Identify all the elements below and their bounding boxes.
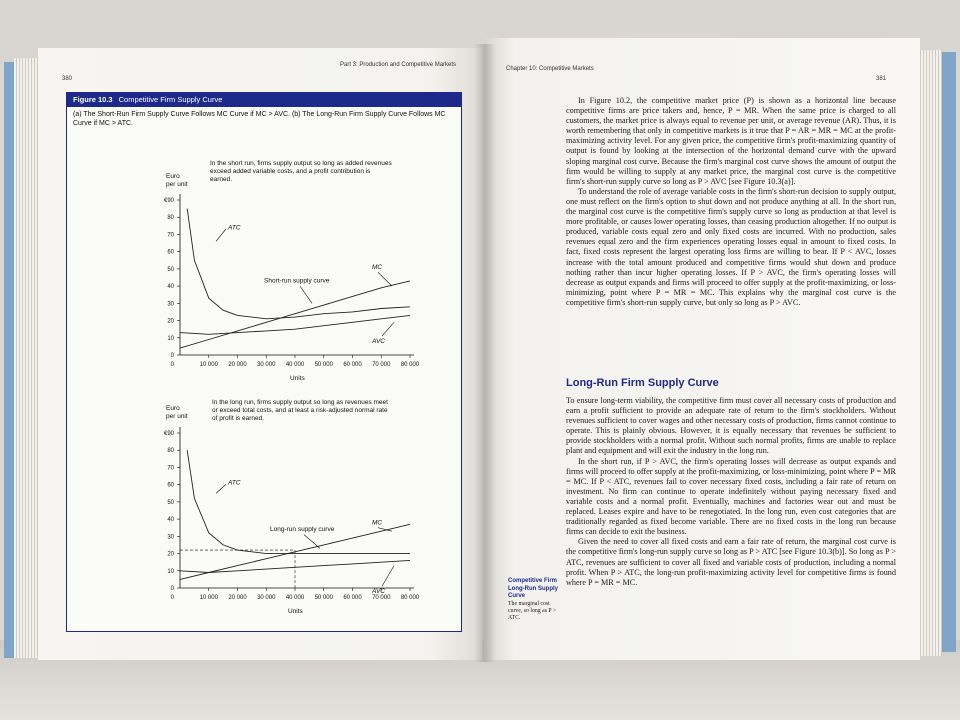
x-origin-label: 0 (170, 362, 174, 368)
y-tick-label: 70 (167, 232, 174, 239)
x-tick-label: 70 000 (372, 362, 391, 368)
y-tick-label: 20 (167, 551, 174, 558)
paragraph-3: To ensure long-term viability, the competitive firm must cover all necessary costs of production and earn a profit sufficient to provide an adequate rate of return to the firm's stockholders. Without revenues sufficient to cover wages and other necessary costs of production, firms cannot continue to operate. This is plainly obvious. However, it is equally necessary that revenues be sufficient to provide stockholders with a normal profit. Without such normal profits, firms are unable to replace plant and equipment and will exit the industry in the long run. (566, 396, 896, 456)
chart-annotation: In the long run, firms supply output so long as revenues meet (212, 399, 388, 406)
figure-caption: (a) The Short-Run Firm Supply Curve Follows MC Curve if MC > AVC. (b) The Long-Run Firm Supply Curve Follows MC Curve if MC > ATC. (73, 111, 446, 127)
y-tick-label: 50 (167, 266, 174, 273)
label-atc-pointer (216, 229, 226, 241)
label-avc-pointer (382, 566, 394, 587)
y-tick-label: €90 (163, 431, 174, 437)
label-avc-pointer (382, 322, 394, 336)
y-tick-label: 60 (167, 249, 174, 256)
label-mc-pointer (378, 272, 392, 286)
x-tick-label: 80 000 (400, 362, 420, 368)
left-page-number: 380 (62, 76, 73, 82)
x-axis-label: Units (288, 608, 303, 615)
paragraph-1: In Figure 10.2, the competitive market price (P) is shown as a horizontal line because competitive firms are price takers and, hence, P = MR. When the same price is charged to all customers, the market price is always equal to revenue per unit, or average revenue (AR). Thus, it is worth remembering that only in competitive markets is it true that P = AR = MR = MC at the profit-maximizing activity level. For any given price, the competitive firm's profit-maximizing quantity of output is found by looking at the intersection of the horizontal demand curve with the upward sloping marginal cost curve. Because the firm's marginal cost curve shows the amount of output the firm would be willing to supply at any market price, the marginal cost curve is the competitive firm's short-run supply curve so long as P > AVC [see Figure 10.3(a)]. (566, 96, 896, 186)
x-tick-label: 40 000 (285, 362, 305, 368)
x-tick-label: 70 000 (372, 595, 391, 601)
right-page-number: 381 (876, 76, 887, 82)
y-axis-label: Euro (166, 405, 180, 412)
x-tick-label: 10 000 (199, 362, 218, 368)
chart-annotation: In the short run, firms supply output so long as added revenues (210, 160, 392, 167)
y-axis-label: per unit (166, 181, 188, 188)
y-axis-label: Euro (166, 173, 180, 180)
x-tick-label: 80 000 (400, 595, 420, 601)
paragraph-4: In the short run, if P > AVC, the firm's operating losses will decrease as output expands and firms will proceed to offer supply at the profit-maximizing, or loss-minimizing, point where P = MR = MC. If P < ATC, revenues fail to cover necessary fixed costs, including a fair rate of return on investment. No firm can continue to operate indefinitely without paying necessary fixed and variable costs and a normal profit. Eventually, machines and factories wear out and must be replaced. Leases expire and have to be renegotiated. In the long run, even cost categories that are traditionally regarded as fixed become variable. There are no fixed costs in the long run because firms can decide to exit the business. (566, 456, 896, 537)
body-text-top (566, 96, 896, 308)
x-tick-label: 30 000 (257, 595, 276, 601)
x-origin-label: 0 (170, 595, 174, 601)
x-tick-label: 40 000 (285, 595, 305, 601)
y-tick-label: 10 (167, 568, 174, 575)
y-tick-label: 80 (167, 448, 174, 455)
chart-annotation: of profit is earned. (212, 415, 265, 422)
label-mc: MC (372, 263, 383, 271)
y-tick-label: 80 (167, 215, 174, 222)
margin-term: Competitive Firm Long-Run Supply Curve (508, 578, 558, 599)
y-tick-label: 10 (167, 335, 174, 342)
x-axis-label: Units (290, 375, 305, 382)
label-supply-pointer (300, 286, 312, 303)
series-atc-line (187, 450, 410, 553)
x-tick-label: 20 000 (228, 362, 247, 368)
right-running-head: Chapter 10: Competitive Markets (506, 66, 594, 72)
chart-annotation: or exceed total costs, and at least a risk-adjusted normal rate (212, 407, 388, 414)
x-tick-label: 30 000 (257, 362, 276, 368)
x-tick-label: 50 000 (314, 595, 333, 601)
x-tick-label: 60 000 (343, 362, 362, 368)
x-tick-label: 10 000 (199, 595, 218, 601)
y-tick-label: 30 (167, 534, 174, 541)
label-mc: MC (372, 519, 383, 527)
label-avc: AVC (372, 337, 386, 345)
x-tick-label: 50 000 (314, 362, 333, 368)
y-tick-label: 30 (167, 301, 174, 308)
y-tick-label: 0 (170, 586, 174, 592)
paragraph-5: Given the need to cover all fixed costs and earn a fair rate of return, the marginal cost curve is the competitive firm's long-run supply curve so long as P > ATC [see Figure 10.3(b)]. So long as P > ATC, revenues are sufficient to cover all fixed and variable costs of production, including a normal profit. When P > ATC, the long-run profit-maximizing activity level for competitive firms is found where P = MR = MC. (566, 537, 896, 587)
y-axis-label: per unit (166, 413, 188, 420)
label-supply-curve: Long-run supply curve (270, 526, 335, 534)
label-avc: AVC (372, 588, 386, 596)
y-tick-label: 40 (167, 284, 174, 291)
label-atc: ATC (228, 224, 241, 232)
paragraph-2: To understand the role of average variable costs in the firm's short-run decision to supply output, one must reflect on the firm's option to shut down and not produce anything at all. In the short run, the marginal cost curve is the competitive firm's supply curve so long as production at that level is more profitable, or causes lower operating losses, than ceasing production altogether. If no output is produced, variable costs equal zero and only fixed costs are incurred. With no production, sales revenues equal zero and the firm experiences operating losses equal in amount to fixed costs. In fact, fixed costs represent the largest operating loss firms are willing to bear. If P < AVC, losses increase with the total amount produced and competitive firms would shut down and produce nothing rather than incur higher operating losses. If P > AVC, the firm's operating losses will decrease as output expands and firms will proceed to offer supply at the profit-maximizing, or loss-minimizing, point where P = MR = MC. This explains why the marginal cost curve is the competitive firm's short-run supply curve, but only so long as P > AVC. (566, 186, 896, 307)
chart-annotation: exceed added variable costs, and a profit contribution is (210, 168, 371, 175)
y-tick-label: 50 (167, 499, 174, 506)
margin-definition: The marginal cost curve, so long as P > ATC. (508, 601, 557, 622)
x-tick-label: 20 000 (228, 595, 247, 601)
label-atc: ATC (228, 479, 241, 487)
y-tick-label: 60 (167, 482, 174, 489)
label-supply-curve: Short-run supply curve (264, 277, 330, 285)
x-tick-label: 60 000 (343, 595, 362, 601)
y-tick-label: €90 (163, 198, 174, 204)
series-avc-line (180, 315, 410, 334)
chart-annotation: earned. (210, 176, 233, 183)
label-atc-pointer (216, 484, 226, 493)
y-tick-label: 70 (167, 465, 174, 472)
label-supply-pointer (304, 535, 320, 549)
y-tick-label: 0 (170, 353, 174, 359)
section-heading: Long-Run Firm Supply Curve (566, 377, 719, 389)
body-text-bottom (566, 396, 896, 588)
figure-label: Figure 10.3 (73, 95, 113, 104)
y-tick-label: 40 (167, 517, 174, 524)
y-tick-label: 20 (167, 318, 174, 325)
figure-title-text: Competitive Firm Supply Curve (118, 95, 223, 104)
left-running-head: Part 3: Production and Competitive Markets (340, 62, 457, 68)
